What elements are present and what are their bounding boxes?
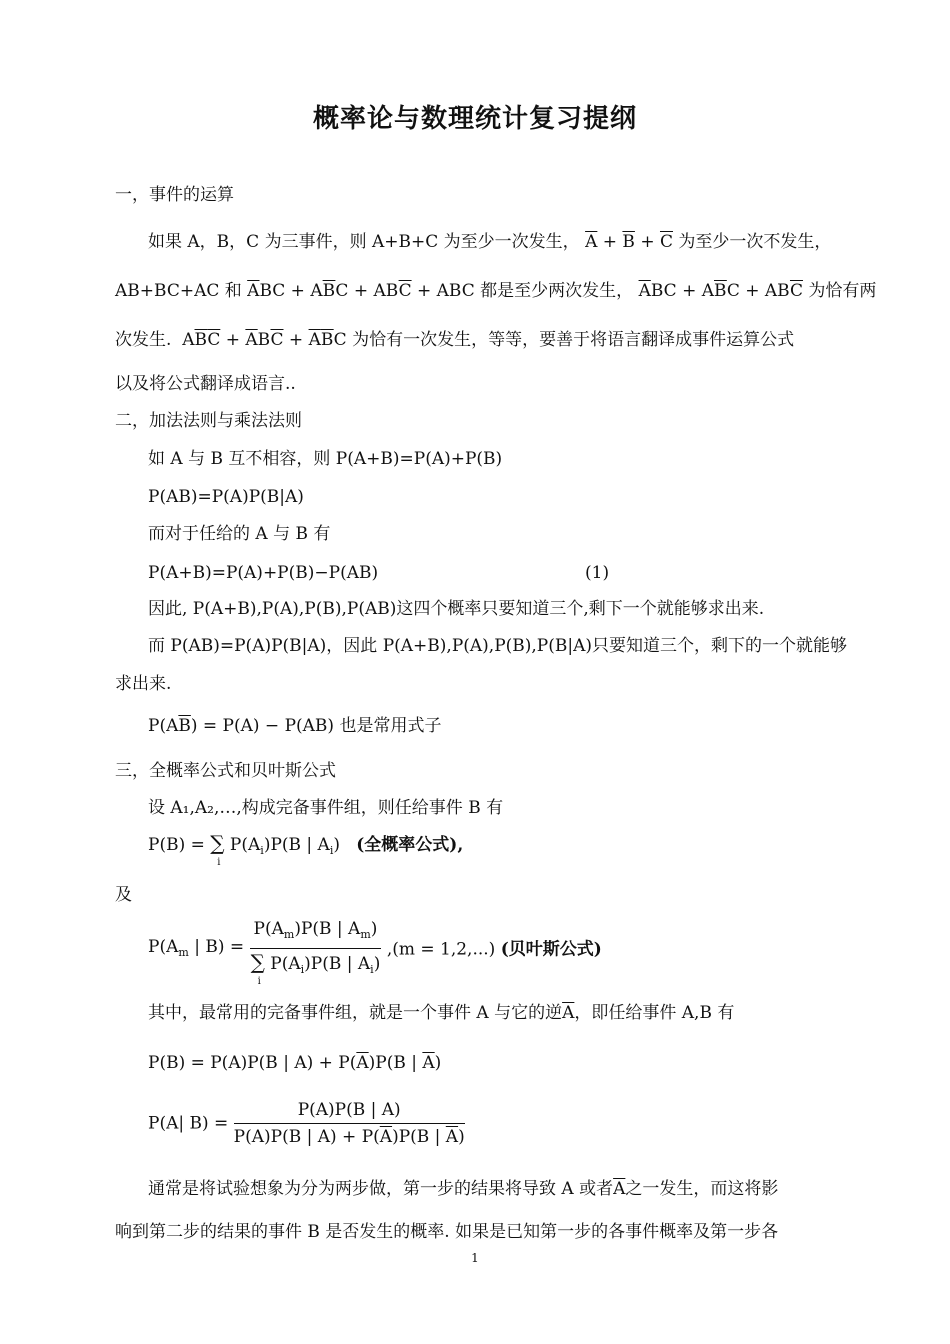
s3-bayes-formula: $P(A_m$ | B) = $P(A_m)P(B$ | $A_m$) ∑ i $P(A_i)P(B$ | $A_i$) ,(m = 1,2,...) (贝叶斯公式) <box>148 919 602 987</box>
formula-exactly-one: $A\overline{B}\overline{C} + \overline{A}B\overline{C} + \overline{A}\overline{B}C$ <box>176 330 347 350</box>
s2-line-5: 因此, P(A+B),P(A),P(B),P(AB)这四个概率只要知道三个,剩下一个就能够求出来. <box>148 599 765 619</box>
section-3-heading: 三，全概率公式和贝叶斯公式 <box>115 761 336 781</box>
sum-symbol: ∑ i <box>210 831 225 868</box>
s1-paragraph-line-3: 次发生. $A\overline{B}\overline{C} + \overline{A}B\overline{C} + \overline{A}\overline{B}C$ 为恰有一次发生，等等，要善于将语言翻译成事件运算公式 <box>115 330 795 350</box>
s3-total-probability-formula: P(B) = ∑ i $P(A_i)P(B$ | $A_i$) (全概率公式), <box>148 831 464 868</box>
s2-line-6: 而 P(AB)=P(A)P(B|A)，因此 P(A+B),P(A),P(B),P(B|A)只要知道三个，剩下的一个就能够 <box>148 636 848 656</box>
s1-paragraph-line-4: 以及将公式翻译成语言.. <box>115 374 296 394</box>
s2-line-1: 如 A 与 B 互不相容，则 P(A+B)=P(A)+P(B) <box>148 449 503 469</box>
section-1-heading: 一，事件的运算 <box>115 185 234 205</box>
s3-line-1: 设 A₁,A₂,…,构成完备事件组，则任给事件 B 有 <box>148 798 504 818</box>
formula-p-a-not-b: $P(A\overline{B}) = P(A) - P(AB)$ <box>148 716 335 736</box>
bayes-fraction: $P(A_m)P(B$ | $A_m$) ∑ i $P(A_i)P(B$ | $A_i$) <box>250 919 381 987</box>
page-number: 1 <box>471 1251 479 1265</box>
section-2-heading: 二，加法法则与乘法法则 <box>115 411 302 431</box>
s3-paragraph-line-2: 响到第二步的结果的事件 B 是否发生的概率. 如果是已知第一步的各事件概率及第一步各 <box>115 1222 779 1242</box>
bayes-two-events-fraction: $\frac{P(A)P(B | A)}{P(A)P(B | A) + P(\overline{A})P(B | \overline{A})}$ <box>233 1100 465 1147</box>
formula-not-a-or-not-b-or-not-c: $\overline{A} + \overline{B} + \overline{C}$ <box>585 232 673 252</box>
s3-total-probability-two-events: P(B) = P(A)P(B | $A) + P(\overline{A})P(B$ | $\overline{A}$) <box>148 1053 442 1073</box>
s1-paragraph-line-1: 如果 A，B，C 为三事件，则 A+B+C 为至少一次发生， $\overline{A} + \overline{B} + \overline{C}$ 为至少一次不发生， <box>148 232 832 252</box>
s2-formula-addition: P(A+B)=P(A)+P(B)−P(AB) <box>148 563 379 583</box>
page-title: 概率论与数理统计复习提纲 <box>312 104 637 134</box>
s3-and: 及 <box>115 885 132 905</box>
s2-formula-tag: (1) <box>585 563 610 583</box>
s3-line-4: 其中，最常用的完备事件组，就是一个事件 A 与它的逆$\overline{A}$，即任给事件 A,B 有 <box>148 1003 735 1023</box>
s2-line-2: P(AB)=P(A)P(B|A) <box>148 487 304 507</box>
s2-line-3: 而对于任给的 A 与 B 有 <box>148 524 331 544</box>
s2-line-8: $P(A\overline{B}) = P(A) - P(AB)$ 也是常用式子 <box>148 716 442 736</box>
s2-line-7: 求出来. <box>115 674 172 694</box>
s1-paragraph-line-2: AB+BC+AC 和 $\overline{A}BC + A\overline{B}C + AB\overline{C}$ + ABC 都是至少两次发生， $\overline{A}BC + A\overline{B}C + AB\overline{C}$ 为恰有两 <box>115 281 877 301</box>
formula-exactly-two: $\overline{A}BC + A\overline{B}C + AB\overline{C}$ <box>638 281 803 301</box>
s3-paragraph-line-1: 通常是将试验想象为分为两步做，第一步的结果将导致 A 或者$\overline{A}$之一发生，而这将影 <box>148 1179 779 1199</box>
s3-bayes-two-events: P(A| B) = $\frac{P(A)P(B | A)}{P(A)P(B | A) + P(\overline{A})P(B | \overline{A})}$ <box>148 1100 465 1147</box>
formula-at-least-two: $\overline{A}BC + A\overline{B}C + AB\overline{C}$ + ABC <box>247 281 475 301</box>
